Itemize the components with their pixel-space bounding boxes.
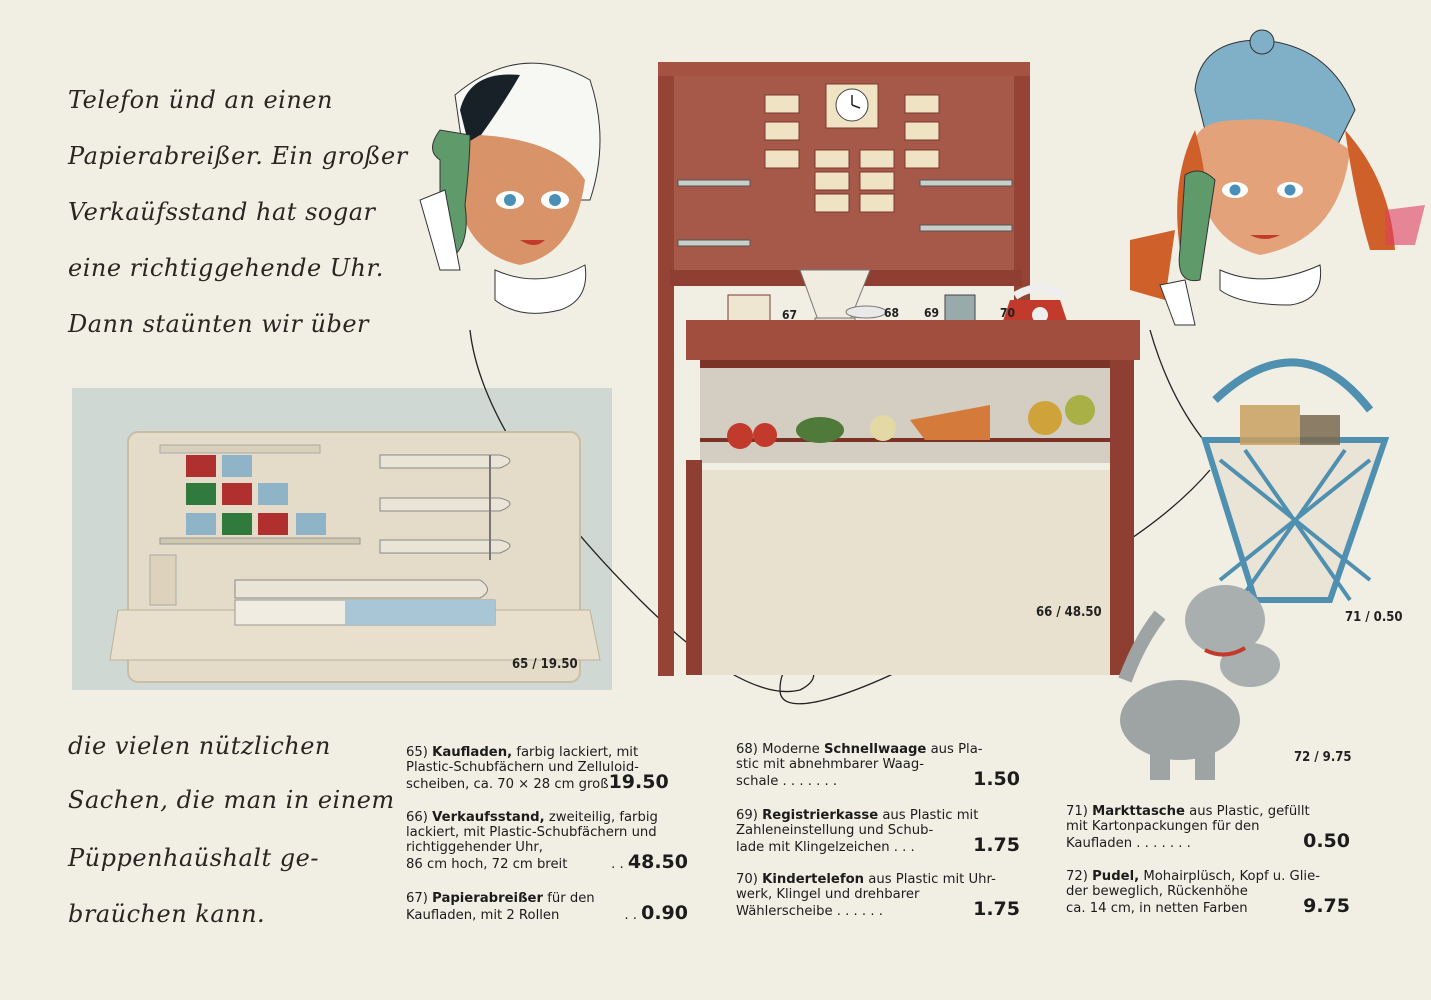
item-67-price: 0.90 <box>641 902 688 924</box>
handwriting-line-6: die vielen nützlichen <box>68 732 331 760</box>
handwriting-line-3: Verkaüfsstand hat sogar <box>68 198 376 226</box>
girl-with-phone-right <box>1130 30 1425 325</box>
item-number-70: 70 <box>1000 306 1016 320</box>
handwriting-line-4: eine richtiggehende Uhr. <box>68 254 384 282</box>
item-66-description: 66) Verkaufsstand, zweiteilig, farbig lackiert, mit Plastic-Schubfächern und richtiggehender Uhr, 86 cm hoch, 72 cm breit . . 48.50 <box>406 810 688 873</box>
price-tag-71: 71 / 0.50 <box>1345 610 1403 625</box>
handwriting-line-1: Telefon ünd an einen <box>68 86 333 114</box>
handwriting-line-8: Püppenhaüshalt ge- <box>68 844 319 872</box>
markttasche-basket <box>1205 362 1385 600</box>
item-69-price: 1.75 <box>973 834 1020 856</box>
item-71-price: 0.50 <box>1303 830 1350 852</box>
item-number-67: 67 <box>782 308 798 322</box>
item-72-description: 72) Pudel, Mohairplüsch, Kopf u. Glie- der beweglich, Rückenhöhe ca. 14 cm, in netten Farben 9.75 <box>1066 869 1350 917</box>
item-number-68: 68 <box>884 306 900 320</box>
item-71-description: 71) Markttasche aus Plastic, gefüllt mit Kartonpackungen für den Kaufladen . . . . . . . 0.50 <box>1066 804 1350 852</box>
price-tag-66: 66 / 48.50 <box>1036 605 1102 620</box>
item-68-description: 68) Moderne Schnellwaage aus Pla- stic mit abnehmbarer Waag- schale . . . . . . . 1.50 <box>736 742 1020 790</box>
item-65-description: 65) Kaufladen, farbig lackiert, mit Plastic-Schubfächern und Zelluloid- scheiben, ca. 70 × 28 cm groß 19.50 <box>406 745 669 793</box>
handwriting-line-9: braüchen kann. <box>68 900 266 928</box>
item-69-description: 69) Registrierkasse aus Plastic mit Zahleneinstellung und Schub- lade mit Klingelzeichen . . . 1.75 <box>736 808 1020 856</box>
item-70-price: 1.75 <box>973 898 1020 920</box>
handwriting-line-5: Dann staünten wir über <box>68 310 370 338</box>
price-tag-65: 65 / 19.50 <box>512 657 578 672</box>
item-68-price: 1.50 <box>973 768 1020 790</box>
item-70-description: 70) Kindertelefon aus Plastic mit Uhr- werk, Klingel und drehbarer Wählerscheibe . . . . . . 1.75 <box>736 872 1020 920</box>
handwriting-line-2: Papierabreißer. Ein großer <box>68 142 408 170</box>
handwriting-line-7: Sachen, die man in einem <box>68 786 395 814</box>
girl-with-phone-left <box>420 63 600 313</box>
verkaufsstand-toy-stand <box>658 62 1140 676</box>
item-72-price: 9.75 <box>1303 895 1350 917</box>
pudel-toy-poodle <box>1120 585 1280 780</box>
item-number-69: 69 <box>924 306 940 320</box>
kaufladen-toy-shop <box>110 432 600 682</box>
item-66-price: 48.50 <box>627 851 688 873</box>
item-67-description: 67) Papierabreißer für den Kaufladen, mit 2 Rollen . . 0.90 <box>406 891 688 924</box>
price-tag-72: 72 / 9.75 <box>1294 750 1352 765</box>
item-65-price: 19.50 <box>608 771 669 793</box>
